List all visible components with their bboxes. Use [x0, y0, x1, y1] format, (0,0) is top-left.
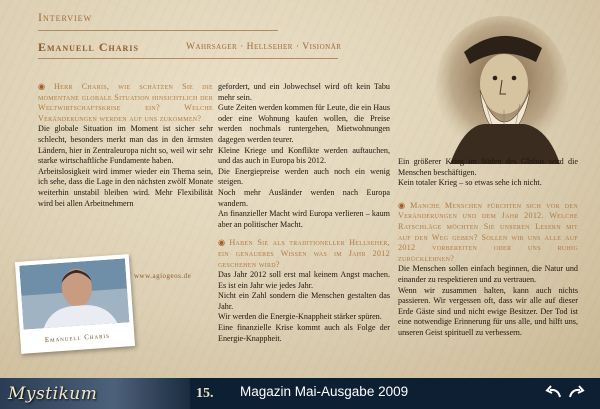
- answer-paragraph: Arbeitslosigkeit wird immer wieder ein Thema sein, ich sehe, dass die Lage in den nächsten zwölf Monate weiterhin unstabil bleiben wird. Mehr Flexibilität wird bei allen Arbeitnehmern: [38, 166, 213, 208]
- answer-paragraph: Die Energiepreise werden auch noch ein wenig steigen.: [218, 166, 390, 187]
- column-2: [218, 82, 390, 344]
- photo-caption: Emanuell Charis: [44, 331, 111, 345]
- answer-paragraph: An finanzieller Macht wird Europa verlieren – kaum aber an politischer Macht.: [218, 209, 390, 229]
- answer-paragraph: Die globale Situation im Moment ist sicher sehr schlecht, besonders merkt man das in den ärmsten Ländern, hier in Zentraleuropa nicht so, weil wir sehr starke wirtschaftliche Fundamente haben.: [38, 124, 213, 166]
- column-1: [38, 82, 213, 209]
- divider: [38, 58, 338, 59]
- column-3: [398, 157, 578, 339]
- circle-bullet-icon: ◉: [398, 200, 409, 210]
- answer-paragraph: Kein totaler Krieg – so etwas sehe ich nicht.: [398, 178, 542, 188]
- question-3: ◉ Manche Menschen fürchten sich vor den Veränderungen und dem Jahr 2012. Welche Ratschläge möchten Sie unseren Lesern mit auf den Weg geben? Sollen wir uns alle auf 2012 vorbereiten oder uns ruhig zurücklehnen?: [398, 200, 578, 263]
- answer-paragraph: Gute Zeiten werden kommen für Leute, die ein Haus oder eine Wohnung kaufen wollen, die Preise werden nochmals runtergehen, Mietwohnungen dagegen werden teurer.: [218, 103, 390, 144]
- answer-paragraph: Eine finanzielle Krise kommt auch als Folge der Energie-Knappheit.: [218, 323, 390, 343]
- answer-paragraph: Ein größerer Krieg im Süden des Globus wird die Menschen beschäftigen.: [398, 157, 578, 177]
- section-label: Interview: [38, 10, 93, 24]
- circle-bullet-icon: ◉: [218, 238, 228, 248]
- photo-image: [19, 258, 129, 329]
- question-2: ◉ Haben Sie als traditioneller Hellseher, ein genaueres Wissen was im Jahr 2012 geschehen wird?: [218, 238, 390, 269]
- interviewee-roles: Wahrsager · Hellseher · Visionär: [186, 42, 342, 52]
- arrow-forward-icon[interactable]: [566, 383, 586, 403]
- answer-paragraph: Noch mehr Ausländer werden nach Europa wandern.: [218, 187, 390, 208]
- answer-paragraph: Das Jahr 2012 soll erst mal keinem Angst machen. Es ist ein Jahr wie jedes Jahr.: [218, 270, 390, 290]
- answer-paragraph: gefordert, und ein Jobwechsel wird oft kein Tabu mehr sein.: [218, 82, 390, 102]
- magazine-logo[interactable]: [0, 378, 190, 409]
- interviewee-photo: [15, 254, 135, 354]
- question-1: ◉ Herr Charis, wie schätzen Sie die momentane globale Situation hinsichtlich der Weltwirtschaftskrise ein? Welche Veränderungen werden auf uns zukommen?: [38, 82, 213, 123]
- footer-bar: [0, 378, 600, 409]
- portrait-engraving-illustration: [424, 14, 574, 164]
- answer-paragraph: Wir werden die Energie-Knappheit stärker spüren.: [218, 312, 382, 322]
- answer-paragraph: Nicht ein Zahl sondern die Menschen gestalten das Jahr.: [218, 291, 390, 311]
- answer-paragraph: Wenn wir zusammen halten, kann auch nichts passieren. Wir vergessen oft, dass wir alle auf dieser Erde Gäste sind und nicht ewige Besitzer. Der Tod ist eine notwendige Erinnerung für uns alle, und hilft uns, unseren Geist spirituell zu verbessern.: [398, 285, 578, 337]
- answer-paragraph: Kleine Kriege und Konflikte werden auftauchen, und das auch in Europa bis 2012.: [218, 145, 390, 166]
- page-number: 15.: [196, 386, 214, 401]
- interviewee-name: Emanuell Charis: [38, 40, 139, 54]
- circle-bullet-icon: ◉: [38, 82, 53, 91]
- website-link[interactable]: www.agiogeos.de: [134, 272, 192, 280]
- logo-text: Mystikum: [8, 384, 98, 404]
- divider: [38, 30, 278, 31]
- magazine-issue: Magazin Mai-Ausgabe 2009: [240, 384, 409, 399]
- arrow-back-icon[interactable]: [544, 383, 564, 403]
- answer-paragraph: Die Menschen sollen einfach beginnen, die Natur und einander zu respektieren und zu vertrauen.: [398, 264, 578, 284]
